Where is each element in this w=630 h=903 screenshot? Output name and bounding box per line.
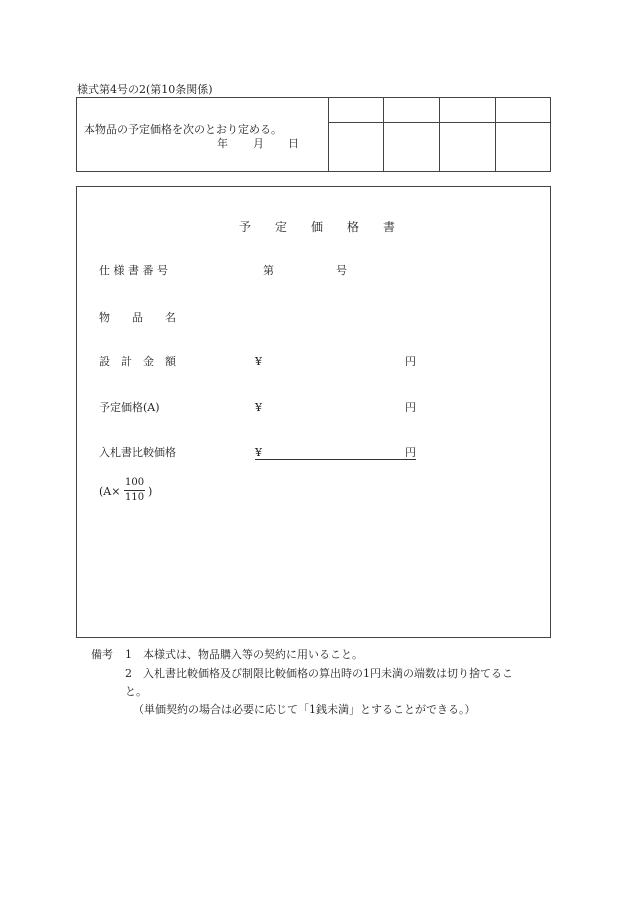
date-month-label: 月 [253, 137, 264, 150]
note-1-text: 本様式は、物品購入等の契約に用いること。 [143, 648, 363, 661]
bid-yen-symbol: ¥ [255, 446, 262, 459]
note-2-text-line2: と。 [125, 685, 147, 698]
formula-numerator: 100 [124, 477, 145, 491]
form-id: 様式第4号の2(第10条関係) [77, 83, 213, 96]
document-title: 予 定 価 格 書 [239, 220, 396, 234]
header-box [76, 97, 551, 172]
spec-number-label: 仕 様 書 番 号 [99, 264, 168, 277]
date-year-label: 年 [217, 137, 228, 150]
design-amount-label: 設 計 金 額 [99, 355, 176, 368]
formula-suffix: ) [148, 485, 153, 498]
stamp-column-divider [495, 98, 496, 171]
stamp-column-divider [439, 98, 440, 171]
header-statement: 本物品の予定価格を次のとおり定める。 [84, 123, 282, 136]
notes-label: 備考 [91, 648, 113, 661]
formula-prefix: (A× [99, 485, 121, 498]
stamp-column-divider [383, 98, 384, 171]
spec-number-dai: 第 [263, 264, 274, 277]
planned-price-label: 予定価格(A) [99, 401, 160, 414]
design-yen-symbol: ¥ [255, 355, 262, 368]
formula-fraction [124, 477, 145, 504]
spec-number-go: 号 [336, 264, 347, 277]
stamp-row-divider [328, 122, 550, 123]
item-name-label: 物 品 名 [99, 311, 176, 324]
bid-unit: 円 [405, 446, 416, 459]
date-day-label: 日 [288, 137, 299, 150]
note-2-number: 2 [125, 667, 132, 680]
formula-denominator: 110 [125, 492, 145, 503]
planned-yen-symbol: ¥ [255, 401, 262, 414]
header-divider [328, 98, 329, 171]
note-2-text-line1: 入札書比較価格及び制限比較価格の算出時の1円未満の端数は切り捨てるこ [143, 667, 513, 680]
bid-comparison-label: 入札書比較価格 [99, 446, 176, 459]
note-2-subnote: （単価契約の場合は必要に応じて「1銭未満」とすることができる。） [133, 703, 476, 716]
design-unit: 円 [405, 355, 416, 368]
note-1-number: 1 [125, 648, 132, 661]
main-frame [76, 186, 551, 638]
planned-unit: 円 [405, 401, 416, 414]
bid-underline [255, 459, 416, 460]
